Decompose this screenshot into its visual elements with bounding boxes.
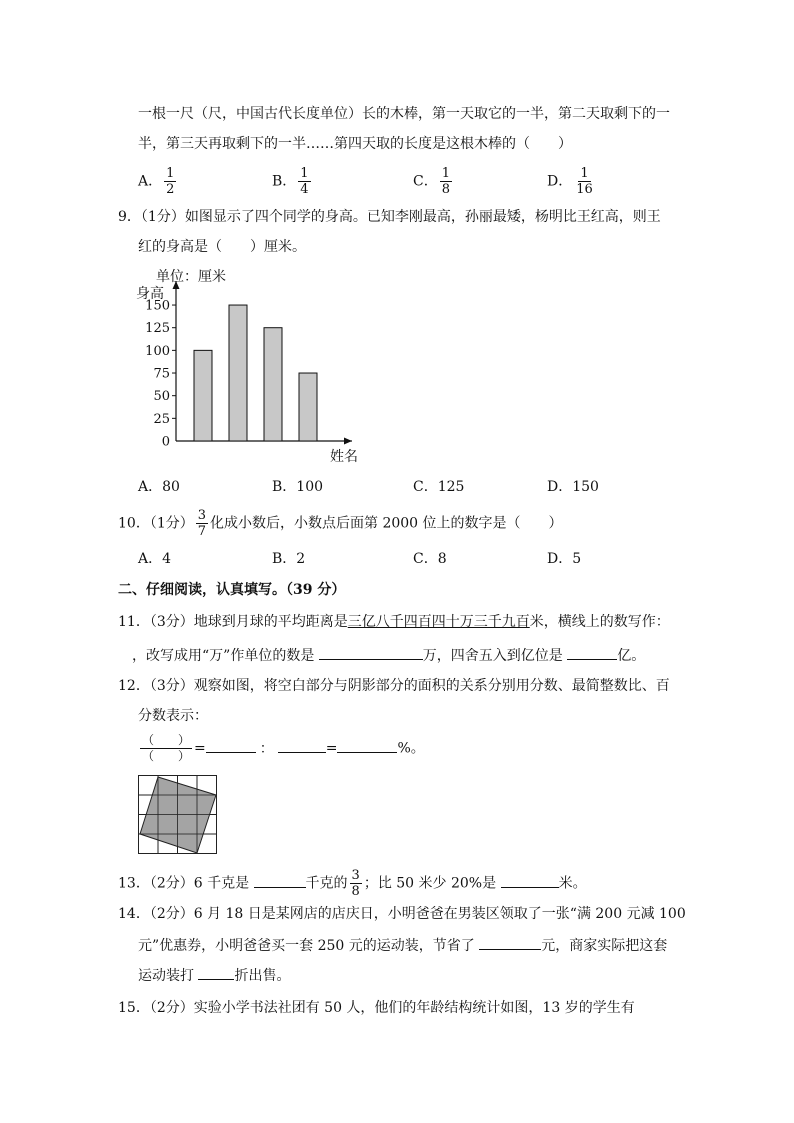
- q12-line1: 12．（3分）观察如图，将空白部分与阴影部分的面积的关系分别用分数、最简整数比、百: [118, 678, 670, 694]
- q13-blank-2[interactable]: [501, 873, 559, 888]
- q12-eq1: =: [194, 740, 206, 757]
- q11-blank-wan[interactable]: [319, 645, 423, 660]
- q10-suffix: 化成小数后，小数点后面第 2000 位上的数字是（ ）: [210, 515, 563, 532]
- q10-option-c: C．8: [413, 551, 447, 567]
- q12-frac-num: （ ）: [142, 733, 191, 747]
- q8-option-letter: A．: [138, 173, 163, 190]
- q10-frac-num: 3: [197, 508, 207, 523]
- y-tick-label: 150: [145, 298, 170, 314]
- q13-suffix: 米。: [558, 875, 587, 892]
- q14-line3a: 运动装打: [138, 968, 194, 984]
- y-tick-label: 75: [153, 366, 170, 382]
- bar-1: [194, 350, 212, 441]
- bar-3: [264, 328, 282, 441]
- q12-frac-den: （ ）: [142, 749, 191, 763]
- q12-line2: 分数表示：: [138, 708, 208, 724]
- q12-blank-fraction[interactable]: [140, 733, 192, 764]
- q11-blank-yi[interactable]: [567, 645, 617, 660]
- y-tick-label: 100: [145, 343, 170, 359]
- q8-option-fraction: [440, 166, 452, 197]
- q9-stem-line1: 9．（1分）如图显示了四个同学的身高。已知李刚最高，孙丽最矮，杨明比王红高，则王: [118, 209, 661, 225]
- q10-option-b: B．2: [272, 551, 306, 567]
- height-bar-chart: [130, 265, 370, 470]
- q11-suffix: 米，横线上的数写作：: [529, 614, 670, 630]
- q9-option-d: D．150: [547, 479, 599, 495]
- q10-option-d: D．5: [547, 551, 582, 567]
- y-tick-label: 25: [153, 411, 170, 427]
- q10-stem: [118, 508, 563, 539]
- fraction-numerator: 1: [300, 166, 309, 181]
- q11-underlined-number: 三亿八千四百四十万三千九百: [347, 614, 530, 630]
- q13-mid: 千克的: [305, 875, 348, 892]
- q12-eq2: =: [325, 740, 338, 757]
- fraction-numerator: 1: [580, 166, 589, 181]
- q11-line2b: 万，四舍五入到亿位是: [422, 648, 563, 664]
- q8-stem-line2: 半，第三天再取剩下的一半……第四天取的长度是这根木棒的（ ）: [138, 136, 572, 152]
- q12-blank-ratio-a[interactable]: [206, 738, 256, 753]
- q11-line2: [132, 645, 645, 666]
- q14-blank-discount[interactable]: [198, 965, 234, 980]
- fraction-denominator: 8: [441, 182, 450, 197]
- q11-line2a: ，改写成用“万”作单位的数是: [132, 648, 315, 664]
- q10-fraction: [196, 508, 208, 539]
- x-axis-arrow: [344, 438, 352, 445]
- q12-percent-sign: %。: [397, 740, 425, 757]
- q14-line1: 14．（2分）6 月 18 日是某网店的店庆日，小明爸爸在男装区领取了一张“满 200 元减 100: [118, 906, 686, 922]
- fraction-numerator: 1: [441, 166, 450, 181]
- q13-prefix: 13．（2分）6 千克是: [118, 875, 250, 892]
- q10-option-a: A．4: [138, 551, 172, 567]
- fraction-numerator: 1: [166, 166, 175, 181]
- q15-line1: 15．（2分）实验小学书法社团有 50 人，他们的年龄结构统计如图，13 岁的学生有: [118, 1000, 635, 1016]
- q14-line2: [138, 935, 667, 956]
- q8-option-b: [272, 166, 313, 197]
- q9-option-a: A．80: [138, 479, 180, 495]
- q14-line2b: 元，商家实际把这套: [541, 938, 668, 954]
- q8-option-letter: D．: [547, 173, 573, 190]
- q11-prefix: 11．（3分）地球到月球的平均距离是: [118, 614, 348, 630]
- fraction-denominator: 2: [166, 182, 175, 197]
- q12-grid-figure: [138, 775, 218, 855]
- q13-frac-num: 3: [351, 868, 360, 883]
- q8-option-fraction: [298, 166, 310, 197]
- q8-option-letter: C．: [413, 173, 438, 190]
- q13-mid2: ；比 50 米少 20%是: [363, 875, 497, 892]
- y-tick-label: 0: [161, 434, 170, 450]
- q12-expression: [138, 733, 425, 764]
- q12-blank-ratio-b[interactable]: [278, 738, 326, 753]
- bar-4: [299, 373, 317, 441]
- q9-option-b: B．100: [272, 479, 324, 495]
- q8-option-a: [138, 166, 178, 197]
- q14-blank-saved[interactable]: [479, 935, 541, 950]
- q13-fraction: [350, 868, 362, 899]
- q12-blank-percent[interactable]: [337, 738, 397, 753]
- chart-unit-label: 单位：厘米: [156, 269, 226, 285]
- y-tick-label: 50: [153, 389, 170, 405]
- x-axis-label: 姓名: [330, 449, 358, 465]
- q8-stem-line1: 一根一尺（尺，中国古代长度单位）长的木棒，第一天取它的一半，第二天取剩下的一: [138, 106, 670, 122]
- section-2-title: 二、仔细阅读，认真填写。（39 分）: [118, 582, 346, 598]
- q8-option-d: [547, 166, 597, 197]
- q13-blank-1[interactable]: [254, 873, 306, 888]
- q8-option-fraction: [164, 166, 176, 197]
- q8-option-fraction: [574, 166, 595, 197]
- q14-line3b: 折出售。: [234, 968, 291, 984]
- q8-option-letter: B．: [272, 173, 297, 190]
- q9-option-c: C．125: [413, 479, 465, 495]
- q13-line: [118, 868, 587, 899]
- y-axis-label: 身高: [136, 286, 164, 302]
- q10-frac-den: 7: [197, 524, 207, 539]
- q13-frac-den: 8: [351, 884, 360, 899]
- q14-line3: [138, 965, 290, 986]
- bar-2: [229, 305, 247, 441]
- q10-prefix: 10．（1分）: [118, 515, 194, 532]
- q11-line2c: 亿。: [617, 648, 646, 664]
- q12-colon: ：: [259, 740, 274, 757]
- q14-line2a: 元”优惠券，小明爸爸买一套 250 元的运动装，节省了: [138, 938, 475, 954]
- fraction-denominator: 4: [300, 182, 309, 197]
- q9-stem-line2: 红的身高是（ ）厘米。: [138, 239, 306, 255]
- fraction-denominator: 16: [576, 182, 593, 197]
- q11-line1: [118, 612, 670, 632]
- y-tick-label: 125: [145, 321, 170, 337]
- q8-option-c: [413, 166, 454, 197]
